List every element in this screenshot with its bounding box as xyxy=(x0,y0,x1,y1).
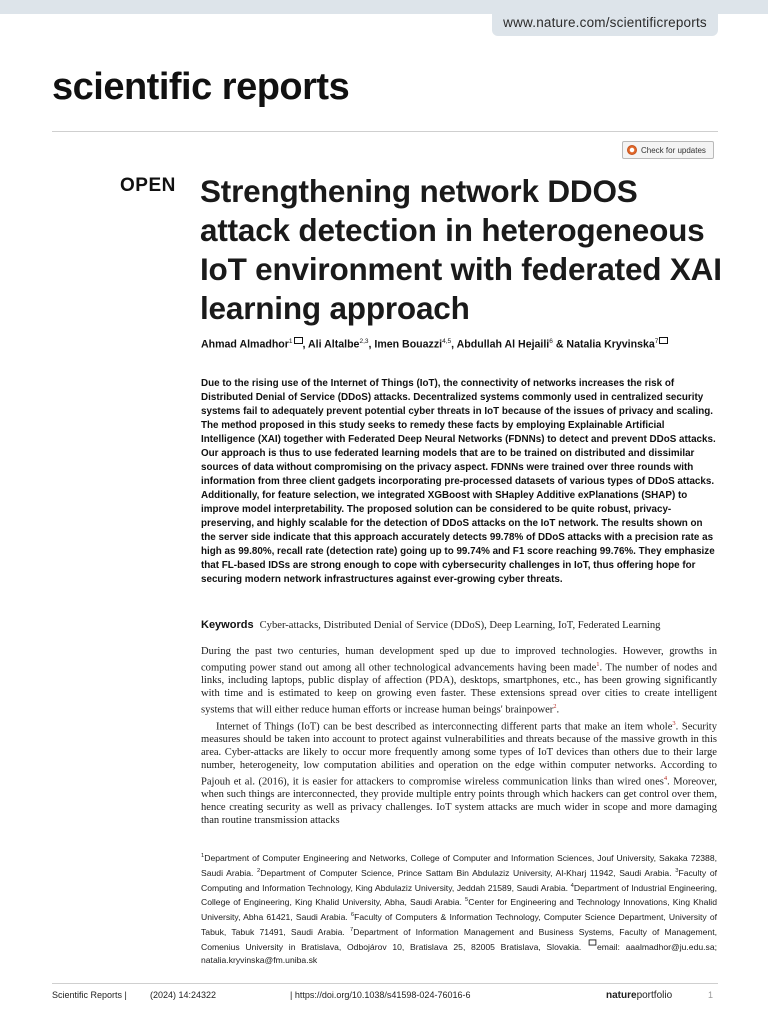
affiliation-number: 4 xyxy=(570,882,574,889)
author-separator: , xyxy=(451,338,457,351)
author-name[interactable]: Imen Bouazzi xyxy=(374,338,443,351)
nature-portfolio-logo xyxy=(606,990,672,1001)
affiliation-number: 6 xyxy=(350,912,355,919)
citation-ref[interactable]: 1 xyxy=(596,660,600,668)
affiliation-number: 3 xyxy=(675,867,679,874)
affiliation-number: 2 xyxy=(257,867,261,874)
page-number: 1 xyxy=(708,990,714,1000)
affiliation-text[interactable]: email: aaalmadhor@ju.edu.sa; natalia.kryvinska@fm.uniba.sk xyxy=(201,941,717,965)
author-affiliation-ref: 4,5 xyxy=(442,338,452,345)
body-text-run: Internet of Things (IoT) can be best described as interconnecting different parts that make an item whole xyxy=(216,721,673,733)
article-title: Strengthening network DDOS attack detection in heterogeneous IoT environment with federated XAI learning approach xyxy=(200,173,722,326)
footer-divider xyxy=(52,983,718,984)
check-updates-button[interactable] xyxy=(622,141,714,159)
footer-volume: (2024) 14:24322 xyxy=(150,990,217,1000)
citation-ref[interactable]: 3 xyxy=(672,719,676,727)
author-separator: , xyxy=(368,338,375,351)
email-icon[interactable] xyxy=(659,337,668,344)
affiliation-number: 7 xyxy=(350,926,354,933)
body-text-run: . Moreover, when such things are interconnected, they provide multiple entry points through which hackers can get control over them, hence creating security as well as privacy challenges. IoT system attacks are much wider in scope and more damaging than routine transmission attacks xyxy=(201,776,717,826)
affiliation-text: Department of Computer Science, Prince Sattam Bin Abdulaziz University, Al-Kharj 11942, Saudi Arabia. xyxy=(260,867,676,878)
affiliation-text: Faculty of Computing and Information Technology, King Abdulaziz University, Jeddah 21589, Saudi Arabia. xyxy=(201,867,717,893)
keywords-list: Cyber-attacks, Distributed Denial of Service (DDoS), Deep Learning, IoT, Federated Learning xyxy=(259,620,661,631)
body-paragraph xyxy=(201,718,717,828)
citation-ref[interactable]: 2 xyxy=(553,703,557,711)
footer-doi-link[interactable]: | https://doi.org/10.1038/s41598-024-76016-6 xyxy=(290,990,471,1000)
journal-url[interactable]: www.nature.com/scientificreports xyxy=(492,10,718,36)
author-name[interactable]: Ahmad Almadhor xyxy=(201,338,289,351)
author-affiliation-ref: 7 xyxy=(654,338,659,345)
body-text-run: During the past two centuries, human development sped up due to improved technologies. However, growths in computing power stand out among all other technological advancements having been made xyxy=(201,646,717,674)
body-text-run: . xyxy=(556,704,560,716)
journal-masthead xyxy=(52,64,349,110)
author-list xyxy=(201,334,721,353)
affiliation-text: Faculty of Computers & Information Technology, Computer Science Department, University of Tabuk, Tabuk 71491, Saudi Arabia. xyxy=(201,911,717,937)
author-name[interactable]: Abdullah Al Hejaili xyxy=(456,338,550,351)
page-footer xyxy=(52,990,718,1004)
author-affiliation-ref: 1 xyxy=(288,338,293,345)
body-text-run: . The number of nodes and links, including laptops, public display of affection (PDA), desktops, smartphones, etc., has been growing significantly with time and is estimated to keep on growing even faster. These extensions spread over cities to create intelligent systems that will either reduce human efforts or increase human beings' brainpower xyxy=(201,662,717,716)
open-access-label: OPEN xyxy=(120,175,176,196)
email-icon[interactable] xyxy=(294,337,303,344)
body-paragraph xyxy=(201,646,717,718)
footer-journal: Scientific Reports | xyxy=(52,990,127,1000)
keywords-label: Keywords xyxy=(201,619,254,631)
affiliation-number: 1 xyxy=(201,853,205,859)
affiliation-text: Department of Computer Engineering and Networks, College of Computer and Information Sciences, Jouf University, Sakaka 72388, Saudi Arabia. xyxy=(201,852,717,878)
crossmark-icon xyxy=(627,145,637,155)
author-separator: , xyxy=(302,338,309,351)
header-divider xyxy=(52,131,718,132)
citation-ref[interactable]: 4 xyxy=(663,774,668,782)
author-affiliation-ref: 6 xyxy=(549,338,553,345)
body-text xyxy=(201,646,717,828)
affiliation-number: 5 xyxy=(465,897,469,904)
check-updates-label: Check for updates xyxy=(641,145,706,155)
keywords-line xyxy=(201,619,721,631)
affiliation-text: Department of Industrial Engineering, College of Engineering, King Khalid University, Abha, Saudi Arabia. xyxy=(201,882,717,908)
author-separator: & xyxy=(552,338,567,351)
affiliation-text: Department of Information Management and Business Systems, Faculty of Management, Comenius University in Bratislava, Odbojárov 10, Bratislava 25, 82005 Bratislava, Slovakia. xyxy=(201,926,717,952)
brand-bold: nature xyxy=(606,990,637,1001)
author-name[interactable]: Ali Altalbe xyxy=(308,338,360,351)
author-affiliation-ref: 2,3 xyxy=(359,338,369,345)
body-text-run: . Security measures should be taken into account to protect against vulnerabilities and threats because of the massive growth in this area. Cyber-attacks are likely to occur more frequently among some types of IoT devices than others due to their large number, heterogeneity, low computation abilities and operation on the edge within computer networks. According to Pajouh et al. (2016), it is easier for attackers to compromise wireless communication links than wired ones xyxy=(201,721,718,788)
abstract: Due to the rising use of the Internet of Things (IoT), the connectivity of networks increases the risk of Distributed Denial of Service (DDoS) attacks. Decentralized systems commonly used in centralized security systems fail to adequately prevent potential cyber threats in IoT because of the issues of privacy and scaling. The method proposed in this study seeks to remedy these facts by employing Explainable Artificial Intelligence (XAI) together with Federated Deep Neural Networks (FDNNs) to detect and prevent DDoS attacks. Our approach is thus to use federated learning models that are to be trained on distributed and dissimilar sources of data without compromising on the privacy aspect. FDNNs were trained over three rounds with information from three client gadgets incorporating pre-processed datasets of various types of DDoS attacks. Additionally, for feature selection, we integrated XGBoost with SHapley Additive exPlanations (SHAP) to improve model interpretability. The proposed solution can be considered to be quite robust, privacy-preserving, and highly scalable for the detection of DDoS attacks on the IoT network. The results shown on the server side indicate that this approach accurately detects 99.78% of DDoS attacks with a precision rate as high as 99.80%, recall rate (detection rate) going up to 99.74% and F1 score reaching 99.76%. They emphasize that FL-based IDSs are strong enough to cope with cybersecurity challenges in IoT, thus offering hope for securing modern network infrastructures against ever-growing cyber threats. xyxy=(201,378,716,585)
masthead-bold: scientific xyxy=(52,66,212,108)
masthead-light: reports xyxy=(211,66,350,108)
brand-light: portfolio xyxy=(636,990,673,1001)
affiliations xyxy=(201,850,717,966)
author-name[interactable]: Natalia Kryvinska xyxy=(566,338,655,351)
email-icon xyxy=(589,939,597,945)
affiliation-text: Center for Engineering and Technology Innovations, King Khalid University, Abha 61421, Saudi Arabia. xyxy=(201,897,717,922)
